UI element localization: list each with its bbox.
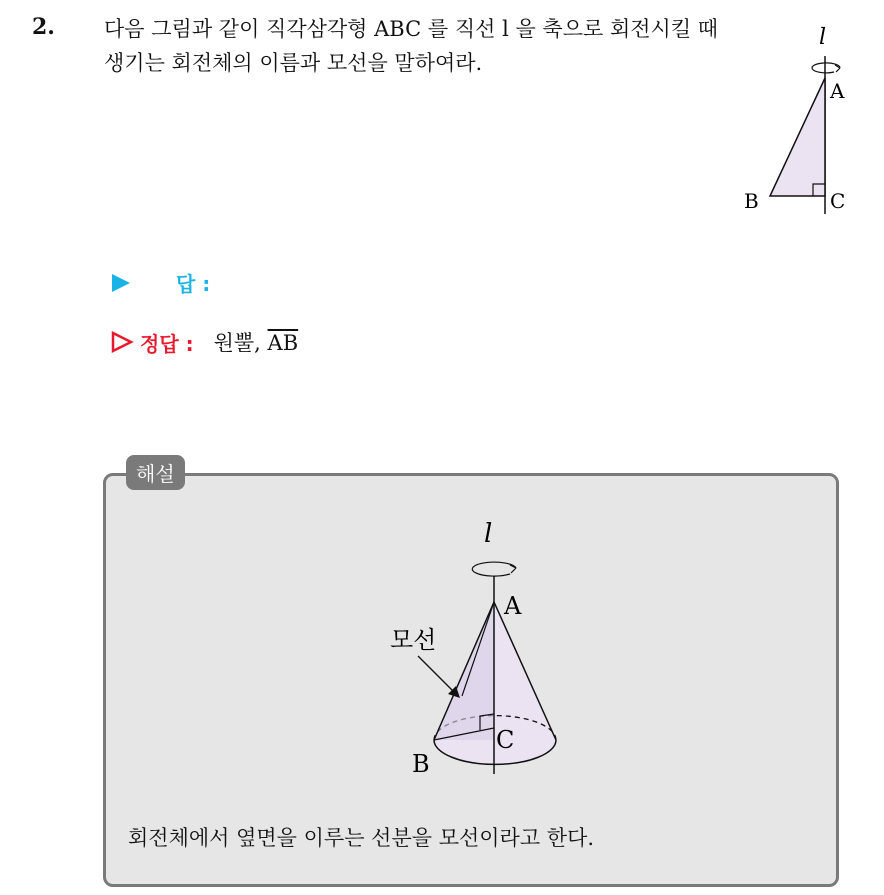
outline-triangle-icon <box>110 331 134 353</box>
play-triangle-icon <box>110 272 132 294</box>
answer-label: 답 : <box>176 272 211 296</box>
question-number: 2. <box>32 14 55 40</box>
cone-rotation-arrow-icon <box>472 562 516 576</box>
question-text: 다음 그림과 같이 직각삼각형 ABC 를 직선 l 을 축으로 회전시킬 때 생기는 회전체의 이름과 모선을 말하여라. <box>104 17 719 75</box>
correct-answer-value <box>214 327 299 357</box>
cone-figure <box>370 508 590 780</box>
triangle-figure <box>730 18 860 218</box>
cone-vertex-c: C <box>496 726 515 754</box>
vertex-label-b: B <box>744 189 759 213</box>
solid-name: 원뿔, <box>213 331 261 355</box>
vertex-label-a: A <box>830 79 845 103</box>
cone-vertex-a: A <box>504 592 522 620</box>
cone-vertex-b: B <box>412 750 430 778</box>
explanation-tab: 해설 <box>126 455 185 490</box>
generatrix-pointer <box>418 656 456 694</box>
explanation-text: 회전체에서 옆면을 이루는 선분을 모선이라고 한다. <box>128 826 595 850</box>
correct-answer-row <box>110 327 298 357</box>
generatrix-segment: $\overline{AB}$ <box>267 331 299 355</box>
cone-axis-label: l <box>484 519 493 549</box>
cone-body <box>434 602 556 764</box>
correct-answer-label: 정답 : <box>140 331 194 356</box>
generatrix-label: 모선 <box>390 626 437 654</box>
right-triangle <box>770 78 825 196</box>
vertex-label-c: C <box>830 189 846 213</box>
answer-input-row <box>110 268 210 297</box>
axis-label: l <box>819 25 827 50</box>
